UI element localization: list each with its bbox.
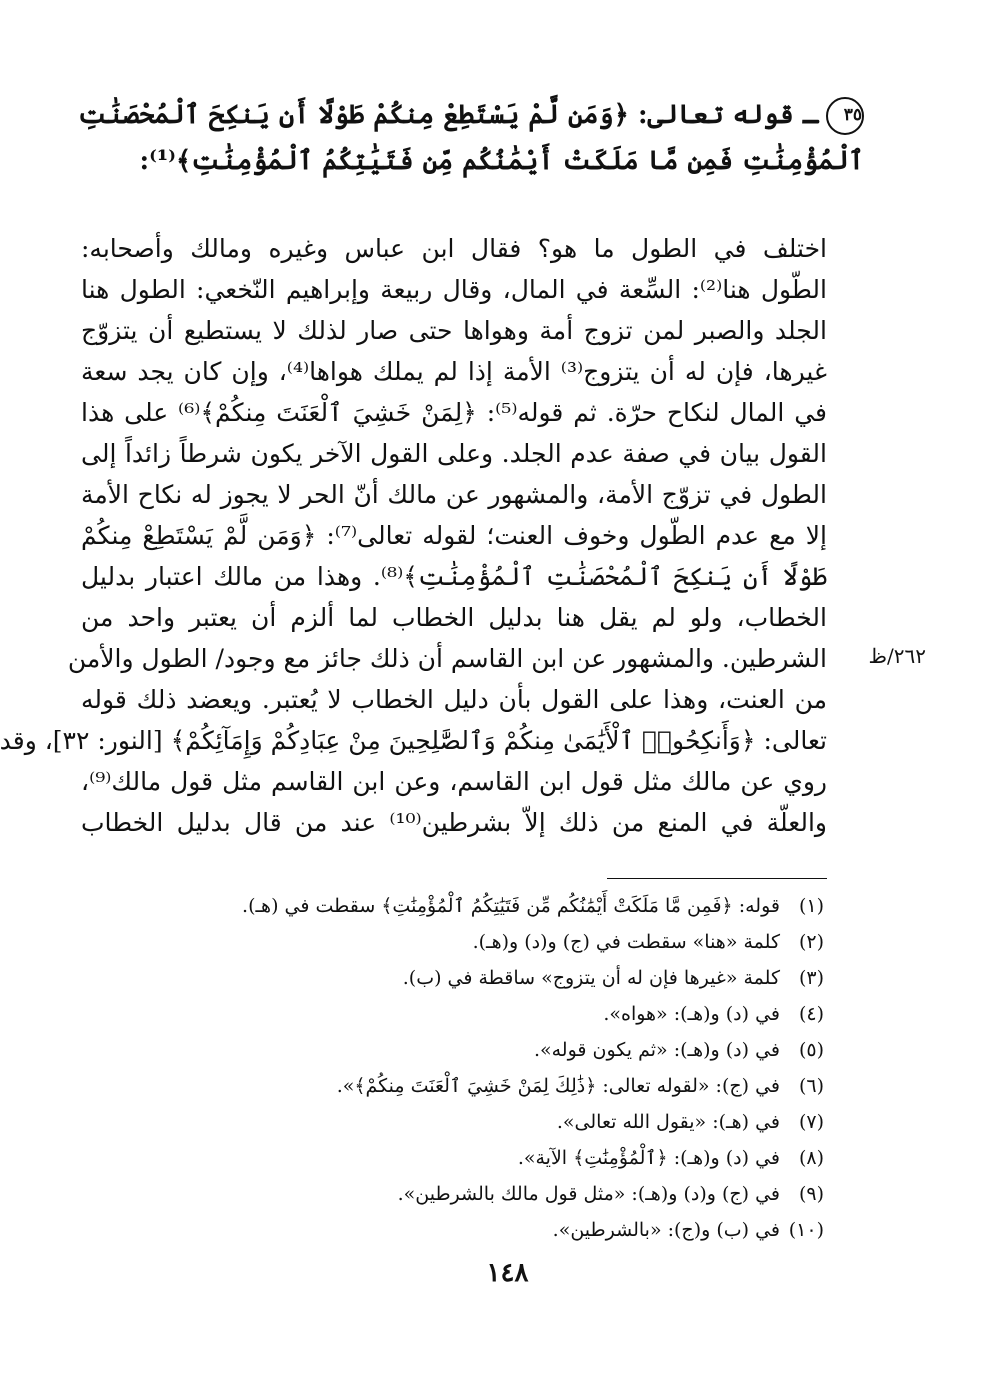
body-line: القول بيان في صفة عدم الجلد. وعلى القول الآخر يكون شرطاً زائداً إلى: [81, 439, 827, 468]
body-line: اختلف في الطول ما هو؟ فقال ابن عباس وغيره ومالك وأصحابه:: [81, 234, 827, 263]
footnote-number: (١): [798, 895, 824, 917]
footnote-text: في (ج) و(د) و(هـ): «مثل قول مالك بالشرطين».: [397, 1183, 780, 1205]
page-number: ١٤٨: [486, 1258, 529, 1288]
footnote: [153, 924, 824, 960]
manuscript-folio-note: ٢٦٢/ظ: [868, 644, 926, 668]
body-text: [0, 228, 828, 843]
footnote-text: في (د) و(هـ): «ثم يكون قوله».: [533, 1039, 780, 1061]
footnote-text: قوله: ﴿فَمِن مَّا مَلَكَتْ أَيْمَٰنُكُم مِّن فَتَيَٰتِكُمُ ٱلْمُؤْمِنَٰتِ﴾ سقطت في (هـ).: [242, 895, 780, 917]
footnotes: [153, 888, 824, 1248]
footnote-text: كلمة «غيرها فإن له أن يتزوج» ساقطة في (ب).: [402, 967, 780, 989]
footnote: [153, 888, 824, 924]
footnote: [153, 1104, 824, 1140]
footnote-separator: [607, 878, 827, 879]
footnote-number: (٥): [798, 1039, 824, 1061]
footnote-number: (٣): [798, 967, 824, 989]
footnote: [153, 996, 824, 1032]
body-line: الشرطين. والمشهور عن ابن القاسم أن ذلك جائز مع وجود/ الطول والأمن: [67, 644, 827, 673]
footnote-number: (١٠): [788, 1219, 824, 1241]
body-line: روي عن مالك مثل قول ابن القاسم، وعن ابن القاسم مثل قول مالك⁽⁹⁾،: [81, 767, 827, 796]
footnote: [153, 1068, 824, 1104]
footnote: [153, 1140, 824, 1176]
verse-number-medallion: ٣٥: [826, 97, 864, 135]
footnote-text: كلمة «هنا» سقطت في (ج) و(د) و(هـ).: [472, 931, 780, 953]
body-line: الطول في تزوّج الأمة، والمشهور عن مالك أنّ الحر لا يجوز له نكاح الأمة: [81, 480, 827, 509]
footnote-number: (٢): [798, 931, 824, 953]
body-line: غيرها، فإن له أن يتزوج⁽³⁾ الأمة إذا لم يملك هواها⁽⁴⁾، وإن كان يجد سعة: [81, 357, 827, 386]
body-line: الطّول هنا⁽²⁾: السِّعة في المال، وقال ربيعة وإبراهيم النّخعي: الطول هنا: [81, 275, 827, 304]
footnote-text: في (د) و(هـ): «هواه».: [603, 1003, 780, 1025]
verse-heading: [73, 92, 864, 184]
footnote-number: (٤): [798, 1003, 824, 1025]
footnote-text: في (ج): «لقوله تعالى: ﴿ذَٰلِكَ لِمَنْ خَشِيَ ٱلْعَنَتَ مِنكُمْ﴾».: [336, 1075, 780, 1097]
body-line: الخطاب، ولو لم يقل هنا بدليل الخطاب لما ألزم أن يعتبر واحد من: [81, 603, 827, 632]
body-line: في المال لنكاح حرّة. ثم قوله⁽⁵⁾: ﴿لِمَنْ خَشِيَ ٱلْعَنَتَ مِنكُمْ﴾⁽⁶⁾ على هذا: [81, 398, 827, 427]
heading-line-1: ـ قوله تعالى: ﴿وَمَن لَّمْ يَسْتَطِعْ مِنكُمْ طَوْلًا أَن يَنكِحَ ٱلْمُحْصَنَٰتِ: [78, 100, 818, 130]
footnote-text: في (هـ): «يقول الله تعالى».: [556, 1111, 780, 1133]
footnote-text: في (د) و(هـ): ﴿ٱلْمُؤْمِنَٰتِ﴾ الآية».: [517, 1147, 780, 1169]
body-line: من العنت، وهذا على القول بأن دليل الخطاب لا يُعتبر. ويعضد ذلك قوله: [81, 685, 827, 714]
body-line: إلا مع عدم الطّول وخوف العنت؛ لقوله تعالى⁽⁷⁾: ﴿وَمَن لَّمْ يَسْتَطِعْ مِنكُمْ: [81, 521, 827, 550]
body-line: الجلد والصبر لمن تزوج أمة وهواها حتى صار لذلك لا يستطيع أن يتزوّج: [81, 316, 827, 345]
body-line: طَوْلًا أَن يَنكِحَ ٱلْمُحْصَنَٰتِ ٱلْمُؤْمِنَٰتِ﴾⁽⁸⁾. وهذا من مالك اعتبار بدليل: [81, 562, 828, 591]
footnote-text: في (ب) و(ج): «بالشرطين».: [552, 1219, 780, 1241]
footnote-number: (٨): [798, 1147, 824, 1169]
footnote: [153, 1212, 824, 1248]
body-line: تعالى: ﴿وَأَنكِحُوا۟ ٱلْأَيَٰمَىٰ مِنكُمْ وَٱلصَّٰلِحِينَ مِنْ عِبَادِكُمْ وَإِمَآئِكُمْ﴾ [النور: ٣٢]، وقد: [0, 726, 827, 755]
footnote: [153, 1032, 824, 1068]
footnote: [153, 1176, 824, 1212]
footnote-number: (٧): [798, 1111, 824, 1133]
body-line: والعلّة في المنع من ذلك إلاّ بشرطين⁽¹⁰⁾ عند من قال بدليل الخطاب: [81, 808, 827, 837]
footnote-number: (٦): [798, 1075, 824, 1097]
footnote-number: (٩): [798, 1183, 824, 1205]
heading-line-2: ٱلْمُؤْمِنَٰتِ فَمِن مَّا مَلَكَتْ أَيْمَٰنُكُم مِّن فَتَيَٰتِكُمُ ٱلْمُؤْمِنَٰتِ﴾⁽¹⁾:: [139, 146, 864, 176]
footnote: [153, 960, 824, 996]
